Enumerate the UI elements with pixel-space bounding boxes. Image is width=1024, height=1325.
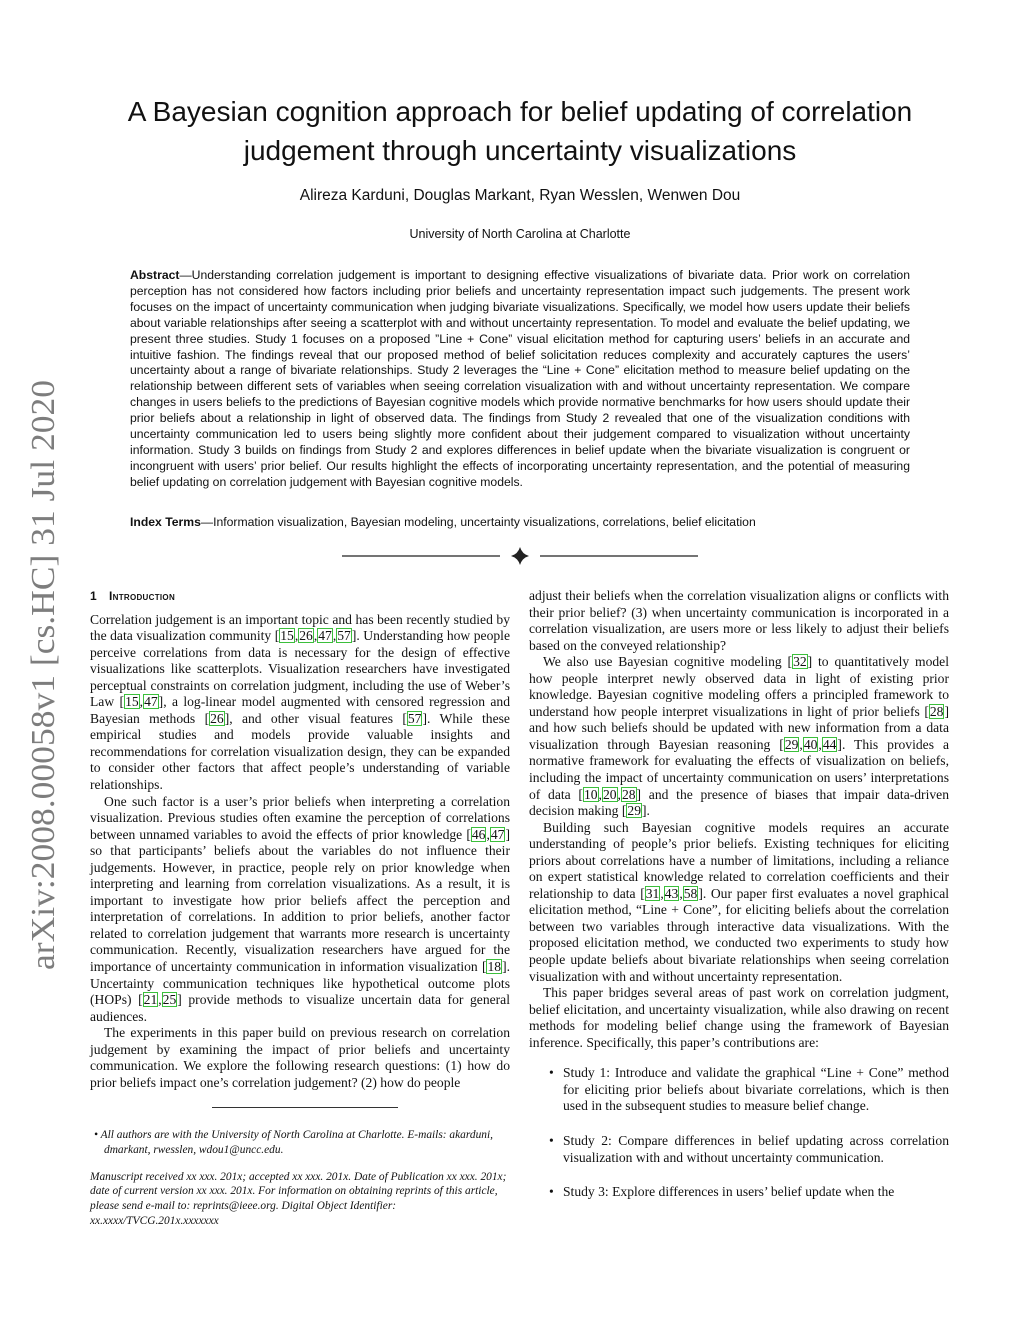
citation[interactable]: [32] bbox=[787, 654, 813, 670]
paragraph bbox=[529, 820, 949, 985]
bullet-icon: • bbox=[549, 1065, 554, 1081]
citation-ref[interactable]: 29 bbox=[784, 736, 799, 752]
affiliation: University of North Carolina at Charlotte bbox=[409, 227, 631, 241]
citation-ref[interactable]: 28 bbox=[929, 703, 944, 719]
text-run: , and other visual features bbox=[229, 710, 403, 726]
bullet-icon: • bbox=[549, 1184, 554, 1200]
list-item-text: Study 2: Compare differences in belief updating across correlation visualization with and without uncertainty communication. bbox=[563, 1132, 949, 1165]
section-title: Introduction bbox=[108, 589, 176, 603]
citation-ref[interactable]: 32 bbox=[793, 654, 807, 670]
text-run: and how such beliefs should be updated with new information from a data visualization through Bayesian reasoning bbox=[529, 720, 949, 752]
citation-ref[interactable]: 44 bbox=[822, 736, 837, 752]
text-run: One such factor is a user’s prior beliefs when interpreting a correlation visualization. Previous studies often examine the perception of correlations between unnamed variables to avoid the effects of prior knowledge bbox=[90, 793, 510, 842]
section-divider bbox=[340, 546, 700, 566]
arxiv-identifier-sidebar bbox=[6, 365, 66, 985]
footnotes bbox=[90, 1128, 510, 1241]
text-run: , a log-linear model augmented with censored regression and Bayesian methods bbox=[90, 694, 510, 726]
bullet-icon: • bbox=[549, 1132, 554, 1148]
paragraph bbox=[90, 794, 510, 1026]
citation-ref[interactable]: 40 bbox=[803, 736, 818, 752]
footnote-rule bbox=[212, 1107, 398, 1108]
index-terms-label: Index Terms bbox=[130, 515, 201, 529]
citation[interactable]: [26] bbox=[204, 710, 230, 726]
abstract-text: —Understanding correlation judgement is important to designing effective visualizations of bivariate data. Prior work on correlation perception has not considered how factors including prior beliefs and uncertainty representation impact such judgements. The present work focuses on the impact of uncertainty communication when judging bivariate visualizations. Specifically, we model how users update their beliefs about variable relationships after seeing a scatterplot with and without uncertainty representation. To model and evaluate the belief updating, we present three studies. Study 1 focuses on a proposed ”Line + Cone” visual elicitation method for capturing users’ beliefs in an accurate and intuitive fashion. The findings reveal that our proposed method of belief solicitation reduces complexity and accurately captures the users’ uncertainty about a range of bivariate relationships. Study 2 leverages the “Line + Cone” elicitation method to measure belief updating on the relationship between different sets of variables when seeing correlation visualization with and without uncertainty representation. We compare changes in users beliefs to the predictions of Bayesian cognitive models which provide normative benchmarks for how users should update their prior beliefs about a relationship in light of observed data. The findings from Study 2 revealed that one of the visualization conditions with uncertainty communication led to users being slightly more confident about their judgement compared to visualization without uncertainty information. Study 3 builds on findings from Study 2 and explores differences in belief update when the bivariate visualization is congruent or incongruent with users’ prior belief. Our results highlight the effects of incorporating uncertainty representation, and the potential of measuring belief updating on correlation judgement with Bayesian cognitive models. bbox=[130, 268, 910, 489]
citation-ref[interactable]: 57 bbox=[337, 628, 351, 644]
abstract-label: Abstract bbox=[130, 268, 180, 282]
paragraph bbox=[90, 612, 510, 794]
list-item-text: Study 3: Explore differences in users’ belief update when the bbox=[563, 1184, 895, 1200]
list-item bbox=[529, 1133, 949, 1166]
citation-ref[interactable]: 28 bbox=[621, 786, 636, 802]
author-list: Alireza Karduni, Douglas Markant, Ryan Wesslen, Wenwen Dou bbox=[299, 187, 741, 204]
citation-ref[interactable]: 46 bbox=[471, 826, 486, 842]
section-heading bbox=[90, 588, 510, 605]
publication-footnote: Manuscript received xx xxx. 201x; accepted xx xxx. 201x. Date of Publication xx xxx. 201x; date of current version xx xxx. 201x. For information on obtaining reprints of this article, please send e-mail to: reprints@ieee.org. Digital Object Identifier: xx.xxxx/TVCG.201x.xxxxxxx bbox=[90, 1170, 507, 1227]
citation-ref[interactable]: 47 bbox=[144, 694, 158, 710]
paragraph: This paper bridges several areas of past work on correlation judgment, belief elicitation, and uncertainty visualization, while also drawing on recent methods for modeling belief change using the framework of Bayesian inference. Specifically, this paper’s contributions are: bbox=[529, 985, 949, 1050]
citation[interactable]: [29] bbox=[621, 803, 647, 819]
text-run: . This provides a normative framework for evaluating the effects of visualization on beliefs, including the impact of uncertainty communication on users’ interpretations of data bbox=[529, 736, 949, 802]
text-run: Correlation judgement is an important topic and has been recently studied by the data visualization community bbox=[90, 611, 510, 644]
citation-ref[interactable]: 20 bbox=[602, 786, 617, 802]
paragraph: The experiments in this paper build on previous research on correlation judgement by examining the impact of prior beliefs and uncertainty communication. We explore the following research questions: (1) how do prior beliefs impact one’s correlation judgement? (2) how do people bbox=[90, 1025, 510, 1090]
citation-ref[interactable]: 15 bbox=[125, 694, 139, 710]
index-terms bbox=[130, 514, 910, 530]
citation-ref[interactable]: 58 bbox=[683, 885, 698, 901]
citation-ref[interactable]: 57 bbox=[407, 710, 422, 726]
text-run: Building such Bayesian cognitive models requires an accurate understanding of people’s prior beliefs. Existing techniques for eliciting priors about correlations have a number of limitations, including a reliance on expert statistical knowledge related to correlation coefficients and their relationship to data bbox=[529, 819, 949, 901]
text-run: We also use Bayesian cognitive modeling bbox=[543, 654, 788, 670]
paragraph bbox=[529, 654, 949, 819]
text-run: . Uncertainty communication techniques like hypothetical outcome plots (HOPs) bbox=[90, 959, 510, 1008]
right-column bbox=[529, 588, 949, 1219]
citation[interactable]: [28] bbox=[924, 703, 949, 719]
citation[interactable]: [15,26,47,57] bbox=[274, 628, 357, 644]
index-terms-text: —Information visualization, Bayesian modeling, uncertainty visualizations, correlations, belief elicitation bbox=[200, 515, 756, 529]
paragraph: adjust their beliefs when the correlation visualization aligns or conflicts with their prior belief? (3) when uncertainty communication is incorporated in a correlation visualization, are users more or less likely to adjust their beliefs based on the conveyed relationship? bbox=[529, 588, 949, 653]
title-line-1: A Bayesian cognition approach for belief updating of correlation bbox=[127, 96, 913, 127]
list-item bbox=[529, 1065, 949, 1115]
text-run: . Understanding how people perceive correlations from data is necessary for the design of effective visualizations like scatterplots. Visualization researchers have investigated perceptual constraints on correlation judgment, including the use of Weber’s Law bbox=[90, 628, 510, 710]
text-run: to quantitatively model how people interpret newly observed data in light of existing prior knowledge. Bayesian cognitive modeling offers a principled framework to understand how people interpret visualizations in light of prior beliefs bbox=[529, 654, 949, 719]
citation[interactable]: [31,43,58] bbox=[640, 885, 703, 901]
citation-ref[interactable]: 18 bbox=[487, 959, 502, 975]
list-item-text: Study 1: Introduce and validate the graphical “Line + Cone” method for eliciting prior beliefs about bivariate correlations, which is then used in the subsequent studies to measure belief change. bbox=[563, 1065, 949, 1114]
citation-ref[interactable]: 43 bbox=[664, 885, 679, 901]
contributions-list bbox=[529, 1065, 949, 1200]
text-run: . Our paper first evaluates a novel graphical elicitation method, “Line + Cone”, for eliciting beliefs about the correlation between two variables through interactive data visualizations. With the proposed elicitation method, we conducted two experiments to study how people update beliefs about bivariate relationships when seeing correlation visualization with and without uncertainty representation. bbox=[529, 885, 950, 984]
citation-ref[interactable]: 47 bbox=[490, 826, 505, 842]
section-number: 1 bbox=[90, 589, 97, 603]
citation[interactable]: [15,47] bbox=[119, 694, 164, 710]
citation-ref[interactable]: 15 bbox=[280, 628, 294, 644]
arxiv-id-text: arXiv:2008.00058v1 [cs.HC] 31 Jul 2020 bbox=[25, 405, 62, 970]
list-item bbox=[529, 1184, 949, 1201]
citation[interactable]: [46,47] bbox=[466, 826, 510, 842]
citation-ref[interactable]: 47 bbox=[318, 628, 332, 644]
text-run: provide methods to visualize uncertain data for general audiences. bbox=[90, 992, 510, 1024]
text-run: . While these empirical studies and models provide valuable insights and recommendations for correlation visualization design, they can be expanded to consider other factors that affect people’s understanding of variable relationships. bbox=[90, 710, 510, 793]
citation[interactable]: [18] bbox=[481, 959, 507, 975]
author-footnote: • All authors are with the University of North Carolina at Charlotte. E-mails: akarduni, dmarkant, rwesslen, wdou1@uncc.edu. bbox=[94, 1129, 493, 1156]
citation-ref[interactable]: 21 bbox=[143, 992, 158, 1008]
citation[interactable]: [10,20,28] bbox=[578, 786, 642, 802]
text-run: and the presence of biases that impair data-driven decision making bbox=[529, 786, 949, 819]
citation[interactable]: [29,40,44] bbox=[779, 736, 842, 752]
citation-ref[interactable]: 26 bbox=[210, 710, 224, 726]
citation[interactable]: [57] bbox=[402, 710, 427, 726]
citation-ref[interactable]: 10 bbox=[583, 786, 598, 802]
citation-ref[interactable]: 25 bbox=[162, 992, 177, 1008]
citation-ref[interactable]: 26 bbox=[299, 628, 313, 644]
citation[interactable]: [21,25] bbox=[138, 992, 182, 1008]
text-run: . bbox=[646, 803, 650, 819]
abstract bbox=[130, 268, 910, 491]
text-run: so that participants’ beliefs about the variables do not influence their judgements. However, in practice, people rely on prior knowledge when interpreting and learning from correlation visualizations. As a result, it is important to investigate how prior beliefs affect the perception and interpretation of correlations. In addition to prior beliefs, another factor related to correlation judgement that warrants more research is uncertainty communication. Recently, visualization researchers have argued for the importance of uncertainty communication in information visualization bbox=[90, 843, 510, 975]
title-line-2: judgement through uncertainty visualizations bbox=[243, 135, 797, 166]
left-column bbox=[90, 588, 510, 1091]
citation-ref[interactable]: 29 bbox=[627, 803, 641, 819]
citation-ref[interactable]: 31 bbox=[645, 885, 660, 901]
diamond-star-icon bbox=[511, 547, 529, 565]
paper-title bbox=[100, 92, 940, 170]
